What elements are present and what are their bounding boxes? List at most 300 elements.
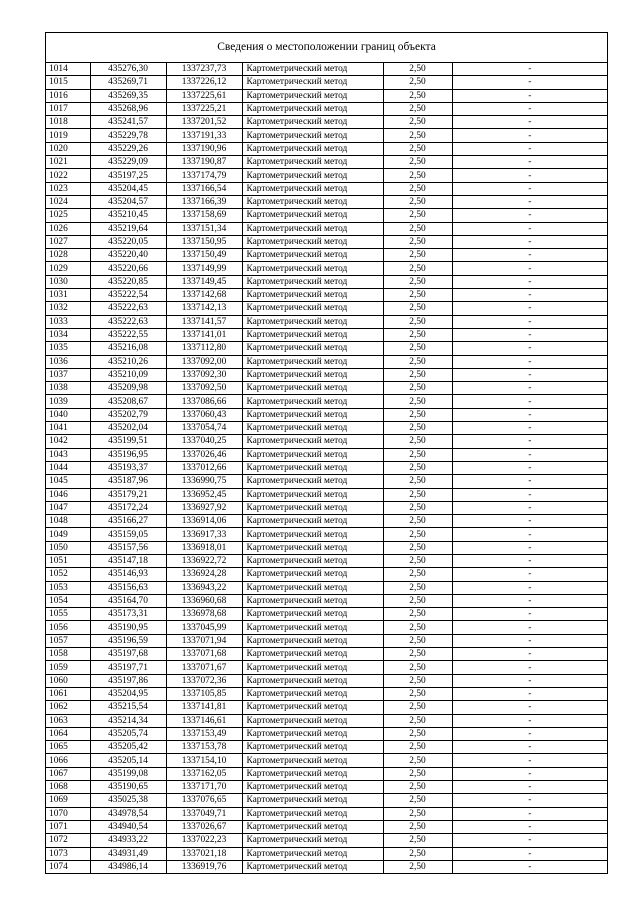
- table-row: [46, 102, 607, 115]
- cell-point-number: 1028: [46, 249, 90, 262]
- cell-x-coordinate: 435220,05: [90, 235, 166, 248]
- cell-point-number: 1055: [46, 608, 90, 621]
- cell-y-coordinate: 1337112,80: [166, 342, 242, 355]
- cell-accuracy: 2,50: [383, 461, 452, 474]
- cell-point-number: 1039: [46, 395, 90, 408]
- cell-point-number: 1061: [46, 687, 90, 700]
- cell-accuracy: 2,50: [383, 209, 452, 222]
- table-row: [46, 195, 607, 208]
- cell-y-coordinate: 1336917,33: [166, 528, 242, 541]
- cell-note: -: [452, 594, 607, 607]
- cell-point-number: 1023: [46, 182, 90, 195]
- cell-y-coordinate: 1337141,01: [166, 328, 242, 341]
- cell-accuracy: 2,50: [383, 554, 452, 567]
- cell-x-coordinate: 435209,98: [90, 382, 166, 395]
- cell-method: Картометрический метод: [242, 754, 383, 767]
- cell-accuracy: 2,50: [383, 568, 452, 581]
- cell-method: Картометрический метод: [242, 275, 383, 288]
- cell-point-number: 1052: [46, 568, 90, 581]
- cell-note: -: [452, 674, 607, 687]
- cell-note: -: [452, 475, 607, 488]
- cell-note: -: [452, 528, 607, 541]
- cell-point-number: 1020: [46, 142, 90, 155]
- cell-x-coordinate: 435199,51: [90, 435, 166, 448]
- cell-point-number: 1062: [46, 701, 90, 714]
- cell-note: -: [452, 262, 607, 275]
- cell-note: -: [452, 102, 607, 115]
- cell-accuracy: 2,50: [383, 687, 452, 700]
- cell-note: -: [452, 834, 607, 847]
- cell-y-coordinate: 1337071,68: [166, 648, 242, 661]
- table-row: [46, 807, 607, 820]
- cell-y-coordinate: 1337060,43: [166, 408, 242, 421]
- cell-point-number: 1051: [46, 554, 90, 567]
- cell-method: Картометрический метод: [242, 701, 383, 714]
- cell-point-number: 1032: [46, 302, 90, 315]
- cell-accuracy: 2,50: [383, 661, 452, 674]
- cell-point-number: 1074: [46, 860, 90, 873]
- cell-y-coordinate: 1337045,99: [166, 621, 242, 634]
- cell-x-coordinate: 435196,95: [90, 448, 166, 461]
- cell-accuracy: 2,50: [383, 395, 452, 408]
- table-row: [46, 368, 607, 381]
- cell-method: Картометрический метод: [242, 182, 383, 195]
- cell-note: -: [452, 222, 607, 235]
- cell-note: -: [452, 395, 607, 408]
- cell-x-coordinate: 435205,42: [90, 741, 166, 754]
- cell-point-number: 1054: [46, 594, 90, 607]
- cell-method: Картометрический метод: [242, 648, 383, 661]
- cell-note: -: [452, 249, 607, 262]
- cell-y-coordinate: 1337225,61: [166, 89, 242, 102]
- cell-method: Картометрический метод: [242, 661, 383, 674]
- cell-note: -: [452, 448, 607, 461]
- cell-note: -: [452, 515, 607, 528]
- cell-y-coordinate: 1336924,28: [166, 568, 242, 581]
- cell-x-coordinate: 435210,26: [90, 355, 166, 368]
- cell-accuracy: 2,50: [383, 581, 452, 594]
- table-row: [46, 820, 607, 833]
- cell-method: Картометрический метод: [242, 156, 383, 169]
- cell-method: Картометрический метод: [242, 89, 383, 102]
- cell-method: Картометрический метод: [242, 76, 383, 89]
- cell-method: Картометрический метод: [242, 116, 383, 129]
- table-row: [46, 794, 607, 807]
- cell-x-coordinate: 435166,27: [90, 515, 166, 528]
- cell-x-coordinate: 435216,08: [90, 342, 166, 355]
- cell-point-number: 1059: [46, 661, 90, 674]
- cell-method: Картометрический метод: [242, 781, 383, 794]
- cell-y-coordinate: 1337237,73: [166, 63, 242, 76]
- cell-y-coordinate: 1337190,87: [166, 156, 242, 169]
- cell-method: Картометрический метод: [242, 262, 383, 275]
- cell-accuracy: 2,50: [383, 794, 452, 807]
- cell-note: -: [452, 807, 607, 820]
- table-row: [46, 488, 607, 501]
- cell-point-number: 1029: [46, 262, 90, 275]
- cell-x-coordinate: 435190,65: [90, 781, 166, 794]
- cell-point-number: 1033: [46, 315, 90, 328]
- table-row: [46, 249, 607, 262]
- cell-point-number: 1042: [46, 435, 90, 448]
- cell-accuracy: 2,50: [383, 315, 452, 328]
- cell-point-number: 1036: [46, 355, 90, 368]
- cell-point-number: 1021: [46, 156, 90, 169]
- table-row: [46, 289, 607, 302]
- cell-note: -: [452, 235, 607, 248]
- coordinates-table-body: [46, 63, 607, 873]
- cell-y-coordinate: 1337153,49: [166, 727, 242, 740]
- cell-point-number: 1043: [46, 448, 90, 461]
- cell-accuracy: 2,50: [383, 142, 452, 155]
- cell-point-number: 1031: [46, 289, 90, 302]
- cell-y-coordinate: 1337149,99: [166, 262, 242, 275]
- cell-method: Картометрический метод: [242, 355, 383, 368]
- cell-accuracy: 2,50: [383, 860, 452, 873]
- cell-accuracy: 2,50: [383, 368, 452, 381]
- cell-method: Картометрический метод: [242, 541, 383, 554]
- cell-point-number: 1046: [46, 488, 90, 501]
- cell-accuracy: 2,50: [383, 328, 452, 341]
- cell-method: Картометрический метод: [242, 834, 383, 847]
- cell-point-number: 1045: [46, 475, 90, 488]
- cell-point-number: 1053: [46, 581, 90, 594]
- cell-x-coordinate: 435147,18: [90, 554, 166, 567]
- cell-accuracy: 2,50: [383, 634, 452, 647]
- table-row: [46, 342, 607, 355]
- cell-point-number: 1035: [46, 342, 90, 355]
- cell-point-number: 1069: [46, 794, 90, 807]
- cell-point-number: 1044: [46, 461, 90, 474]
- cell-y-coordinate: 1337154,10: [166, 754, 242, 767]
- cell-x-coordinate: 435229,26: [90, 142, 166, 155]
- cell-accuracy: 2,50: [383, 76, 452, 89]
- table-row: [46, 661, 607, 674]
- cell-note: -: [452, 488, 607, 501]
- table-row: [46, 594, 607, 607]
- cell-accuracy: 2,50: [383, 156, 452, 169]
- cell-point-number: 1048: [46, 515, 90, 528]
- cell-y-coordinate: 1337071,94: [166, 634, 242, 647]
- cell-method: Картометрический метод: [242, 382, 383, 395]
- cell-method: Картометрический метод: [242, 568, 383, 581]
- cell-x-coordinate: 435179,21: [90, 488, 166, 501]
- cell-note: -: [452, 501, 607, 514]
- cell-x-coordinate: 435204,45: [90, 182, 166, 195]
- table-row: [46, 581, 607, 594]
- cell-accuracy: 2,50: [383, 182, 452, 195]
- cell-accuracy: 2,50: [383, 129, 452, 142]
- cell-accuracy: 2,50: [383, 807, 452, 820]
- cell-method: Картометрический метод: [242, 235, 383, 248]
- cell-method: Картометрический метод: [242, 422, 383, 435]
- table-row: [46, 116, 607, 129]
- cell-x-coordinate: 435156,63: [90, 581, 166, 594]
- cell-x-coordinate: 435229,78: [90, 129, 166, 142]
- cell-method: Картометрический метод: [242, 608, 383, 621]
- cell-y-coordinate: 1337150,49: [166, 249, 242, 262]
- cell-method: Картометрический метод: [242, 289, 383, 302]
- table-row: [46, 701, 607, 714]
- table-row: [46, 315, 607, 328]
- table-row: [46, 328, 607, 341]
- cell-accuracy: 2,50: [383, 448, 452, 461]
- cell-note: -: [452, 860, 607, 873]
- cell-x-coordinate: 435202,04: [90, 422, 166, 435]
- cell-accuracy: 2,50: [383, 767, 452, 780]
- cell-accuracy: 2,50: [383, 422, 452, 435]
- table-row: [46, 182, 607, 195]
- cell-point-number: 1050: [46, 541, 90, 554]
- cell-y-coordinate: 1337171,70: [166, 781, 242, 794]
- cell-method: Картометрический метод: [242, 714, 383, 727]
- cell-accuracy: 2,50: [383, 342, 452, 355]
- cell-y-coordinate: 1337226,12: [166, 76, 242, 89]
- cell-note: -: [452, 687, 607, 700]
- cell-accuracy: 2,50: [383, 741, 452, 754]
- cell-note: -: [452, 820, 607, 833]
- cell-point-number: 1018: [46, 116, 90, 129]
- cell-y-coordinate: 1337026,46: [166, 448, 242, 461]
- cell-point-number: 1040: [46, 408, 90, 421]
- cell-point-number: 1073: [46, 847, 90, 860]
- cell-note: -: [452, 342, 607, 355]
- cell-x-coordinate: 435157,56: [90, 541, 166, 554]
- cell-y-coordinate: 1337092,00: [166, 355, 242, 368]
- cell-accuracy: 2,50: [383, 63, 452, 76]
- cell-note: -: [452, 554, 607, 567]
- cell-method: Картометрический метод: [242, 554, 383, 567]
- cell-accuracy: 2,50: [383, 475, 452, 488]
- table-row: [46, 142, 607, 155]
- cell-accuracy: 2,50: [383, 608, 452, 621]
- cell-x-coordinate: 435172,24: [90, 501, 166, 514]
- cell-note: -: [452, 714, 607, 727]
- cell-method: Картометрический метод: [242, 727, 383, 740]
- cell-x-coordinate: 435196,59: [90, 634, 166, 647]
- cell-accuracy: 2,50: [383, 289, 452, 302]
- cell-point-number: 1057: [46, 634, 90, 647]
- table-row: [46, 435, 607, 448]
- coordinates-table: [46, 63, 607, 873]
- cell-note: -: [452, 129, 607, 142]
- cell-accuracy: 2,50: [383, 382, 452, 395]
- cell-accuracy: 2,50: [383, 235, 452, 248]
- table-row: [46, 648, 607, 661]
- cell-point-number: 1017: [46, 102, 90, 115]
- cell-point-number: 1041: [46, 422, 90, 435]
- table-row: [46, 262, 607, 275]
- table-row: [46, 834, 607, 847]
- cell-y-coordinate: 1337166,39: [166, 195, 242, 208]
- table-row: [46, 687, 607, 700]
- cell-note: -: [452, 195, 607, 208]
- cell-x-coordinate: 435220,40: [90, 249, 166, 262]
- cell-method: Картометрический метод: [242, 767, 383, 780]
- cell-note: -: [452, 209, 607, 222]
- table-row: [46, 222, 607, 235]
- table-row: [46, 554, 607, 567]
- cell-point-number: 1067: [46, 767, 90, 780]
- table-row: [46, 63, 607, 76]
- cell-note: -: [452, 368, 607, 381]
- table-row: [46, 754, 607, 767]
- cell-note: -: [452, 648, 607, 661]
- table-row: [46, 302, 607, 315]
- cell-y-coordinate: 1336918,01: [166, 541, 242, 554]
- cell-accuracy: 2,50: [383, 355, 452, 368]
- cell-x-coordinate: 435202,79: [90, 408, 166, 421]
- cell-accuracy: 2,50: [383, 169, 452, 182]
- cell-note: -: [452, 63, 607, 76]
- cell-note: -: [452, 182, 607, 195]
- cell-note: -: [452, 781, 607, 794]
- cell-x-coordinate: 434933,22: [90, 834, 166, 847]
- cell-note: -: [452, 76, 607, 89]
- cell-x-coordinate: 435197,71: [90, 661, 166, 674]
- cell-point-number: 1066: [46, 754, 90, 767]
- table-row: [46, 501, 607, 514]
- cell-method: Картометрический метод: [242, 634, 383, 647]
- cell-point-number: 1063: [46, 714, 90, 727]
- cell-y-coordinate: 1336990,75: [166, 475, 242, 488]
- cell-note: -: [452, 142, 607, 155]
- cell-accuracy: 2,50: [383, 249, 452, 262]
- cell-note: -: [452, 89, 607, 102]
- cell-accuracy: 2,50: [383, 488, 452, 501]
- cell-x-coordinate: 435219,64: [90, 222, 166, 235]
- cell-method: Картометрический метод: [242, 169, 383, 182]
- document-title: Сведения о местоположении границ объекта: [46, 33, 607, 63]
- cell-y-coordinate: 1337021,18: [166, 847, 242, 860]
- table-row: [46, 608, 607, 621]
- cell-y-coordinate: 1336952,45: [166, 488, 242, 501]
- cell-accuracy: 2,50: [383, 435, 452, 448]
- cell-method: Картометрический метод: [242, 222, 383, 235]
- cell-method: Картометрический метод: [242, 209, 383, 222]
- cell-y-coordinate: 1337150,95: [166, 235, 242, 248]
- table-row: [46, 847, 607, 860]
- cell-accuracy: 2,50: [383, 621, 452, 634]
- cell-x-coordinate: 435215,54: [90, 701, 166, 714]
- cell-y-coordinate: 1337201,52: [166, 116, 242, 129]
- cell-x-coordinate: 435159,05: [90, 528, 166, 541]
- table-row: [46, 129, 607, 142]
- cell-note: -: [452, 355, 607, 368]
- cell-note: -: [452, 116, 607, 129]
- cell-method: Картометрический метод: [242, 594, 383, 607]
- cell-point-number: 1026: [46, 222, 90, 235]
- cell-point-number: 1049: [46, 528, 90, 541]
- cell-x-coordinate: 435220,66: [90, 262, 166, 275]
- cell-y-coordinate: 1337092,30: [166, 368, 242, 381]
- table-row: [46, 674, 607, 687]
- cell-y-coordinate: 1336960,68: [166, 594, 242, 607]
- table-row: [46, 528, 607, 541]
- cell-note: -: [452, 621, 607, 634]
- cell-note: -: [452, 767, 607, 780]
- cell-accuracy: 2,50: [383, 528, 452, 541]
- cell-x-coordinate: 435241,57: [90, 116, 166, 129]
- cell-y-coordinate: 1337141,81: [166, 701, 242, 714]
- cell-accuracy: 2,50: [383, 674, 452, 687]
- cell-method: Картометрический метод: [242, 368, 383, 381]
- cell-point-number: 1034: [46, 328, 90, 341]
- cell-note: -: [452, 754, 607, 767]
- cell-x-coordinate: 435193,37: [90, 461, 166, 474]
- table-row: [46, 634, 607, 647]
- table-row: [46, 89, 607, 102]
- cell-note: -: [452, 794, 607, 807]
- cell-y-coordinate: 1337142,13: [166, 302, 242, 315]
- cell-note: -: [452, 289, 607, 302]
- cell-method: Картометрический метод: [242, 302, 383, 315]
- cell-accuracy: 2,50: [383, 727, 452, 740]
- cell-note: -: [452, 328, 607, 341]
- cell-accuracy: 2,50: [383, 541, 452, 554]
- cell-y-coordinate: 1337092,50: [166, 382, 242, 395]
- cell-point-number: 1027: [46, 235, 90, 248]
- cell-x-coordinate: 435222,63: [90, 302, 166, 315]
- cell-point-number: 1047: [46, 501, 90, 514]
- cell-x-coordinate: 434986,14: [90, 860, 166, 873]
- table-row: [46, 541, 607, 554]
- cell-y-coordinate: 1337105,85: [166, 687, 242, 700]
- cell-x-coordinate: 435197,68: [90, 648, 166, 661]
- table-row: [46, 169, 607, 182]
- cell-y-coordinate: 1336943,22: [166, 581, 242, 594]
- cell-point-number: 1037: [46, 368, 90, 381]
- table-row: [46, 475, 607, 488]
- boundary-document: [45, 32, 608, 874]
- cell-point-number: 1060: [46, 674, 90, 687]
- cell-x-coordinate: 435269,35: [90, 89, 166, 102]
- cell-method: Картометрический метод: [242, 395, 383, 408]
- cell-method: Картометрический метод: [242, 315, 383, 328]
- cell-accuracy: 2,50: [383, 701, 452, 714]
- table-row: [46, 448, 607, 461]
- cell-method: Картометрический метод: [242, 515, 383, 528]
- cell-point-number: 1019: [46, 129, 90, 142]
- cell-x-coordinate: 435269,71: [90, 76, 166, 89]
- cell-point-number: 1022: [46, 169, 90, 182]
- cell-y-coordinate: 1337022,23: [166, 834, 242, 847]
- cell-method: Картометрический метод: [242, 408, 383, 421]
- cell-method: Картометрический метод: [242, 129, 383, 142]
- cell-accuracy: 2,50: [383, 847, 452, 860]
- cell-method: Картометрический метод: [242, 448, 383, 461]
- cell-point-number: 1072: [46, 834, 90, 847]
- cell-y-coordinate: 1337049,71: [166, 807, 242, 820]
- cell-method: Картометрический метод: [242, 674, 383, 687]
- cell-y-coordinate: 1337026,67: [166, 820, 242, 833]
- cell-accuracy: 2,50: [383, 648, 452, 661]
- cell-note: -: [452, 634, 607, 647]
- table-row: [46, 621, 607, 634]
- table-row: [46, 408, 607, 421]
- cell-point-number: 1014: [46, 63, 90, 76]
- table-row: [46, 209, 607, 222]
- cell-accuracy: 2,50: [383, 89, 452, 102]
- cell-x-coordinate: 435220,85: [90, 275, 166, 288]
- cell-y-coordinate: 1337191,33: [166, 129, 242, 142]
- cell-method: Картометрический метод: [242, 195, 383, 208]
- cell-x-coordinate: 435205,74: [90, 727, 166, 740]
- cell-method: Картометрический метод: [242, 501, 383, 514]
- cell-method: Картометрический метод: [242, 142, 383, 155]
- cell-note: -: [452, 541, 607, 554]
- cell-method: Картометрический метод: [242, 794, 383, 807]
